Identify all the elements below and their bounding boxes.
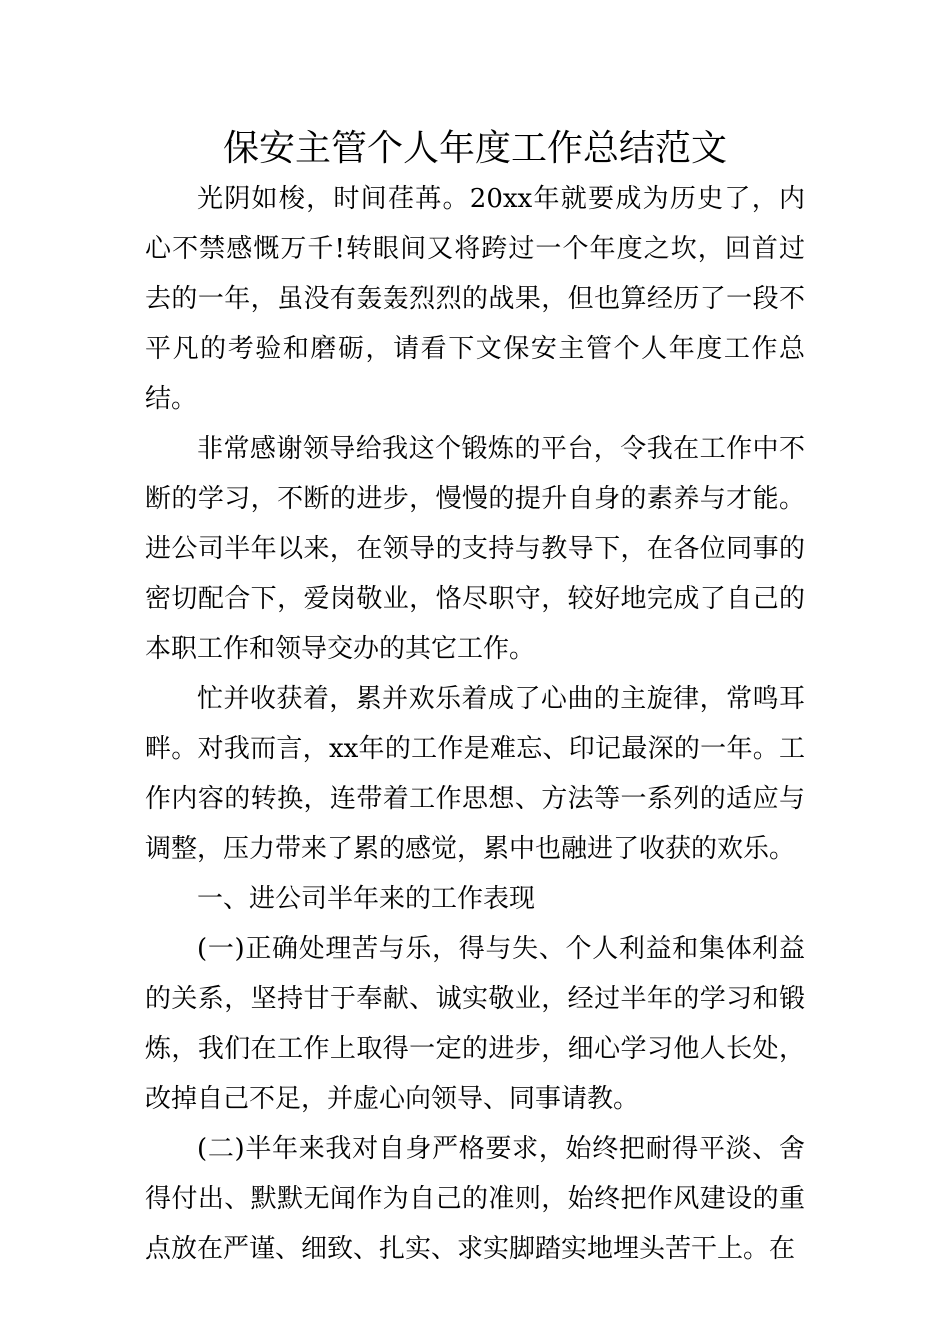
paragraph: 光阴如梭，时间荏苒。20xx年就要成为历史了，内心不禁感慨万千!转眼间又将跨过一个年度之坎，回首过去的一年，虽没有轰轰烈烈的战果，但也算经历了一段不平凡的考验和磨砺，请看下文保安主管个人年度工作总结。: [145, 184, 805, 414]
paragraph: (一)正确处理苦与乐，得与失、个人利益和集体利益的关系，坚持甘于奉献、诚实敬业，经过半年的学习和锻炼，我们在工作上取得一定的进步，细心学习他人长处，改掉自己不足，并虚心向领导、同事请教。: [145, 934, 805, 1114]
document-body: [145, 174, 805, 1274]
document-title: 保安主管个人年度工作总结范文: [222, 128, 727, 169]
section-heading: 一、进公司半年来的工作表现: [197, 884, 536, 914]
paragraph: (二)半年来我对自身严格要求，始终把耐得平淡、舍得付出、默默无闻作为自己的准则，始终把作风建设的重点放在严谨、细致、扎实、求实脚踏实地埋头苦干上。在: [145, 1134, 805, 1264]
paragraph: 忙并收获着，累并欢乐着成了心曲的主旋律，常鸣耳畔。对我而言，xx年的工作是难忘、印记最深的一年。工作内容的转换，连带着工作思想、方法等一系列的适应与调整，压力带来了累的感觉，累中也融进了收获的欢乐。: [145, 684, 805, 864]
paragraph: 非常感谢领导给我这个锻炼的平台，令我在工作中不断的学习，不断的进步，慢慢的提升自身的素养与才能。进公司半年以来，在领导的支持与教导下，在各位同事的密切配合下，爱岗敬业，恪尽职守，较好地完成了自己的本职工作和领导交办的其它工作。: [145, 434, 805, 664]
